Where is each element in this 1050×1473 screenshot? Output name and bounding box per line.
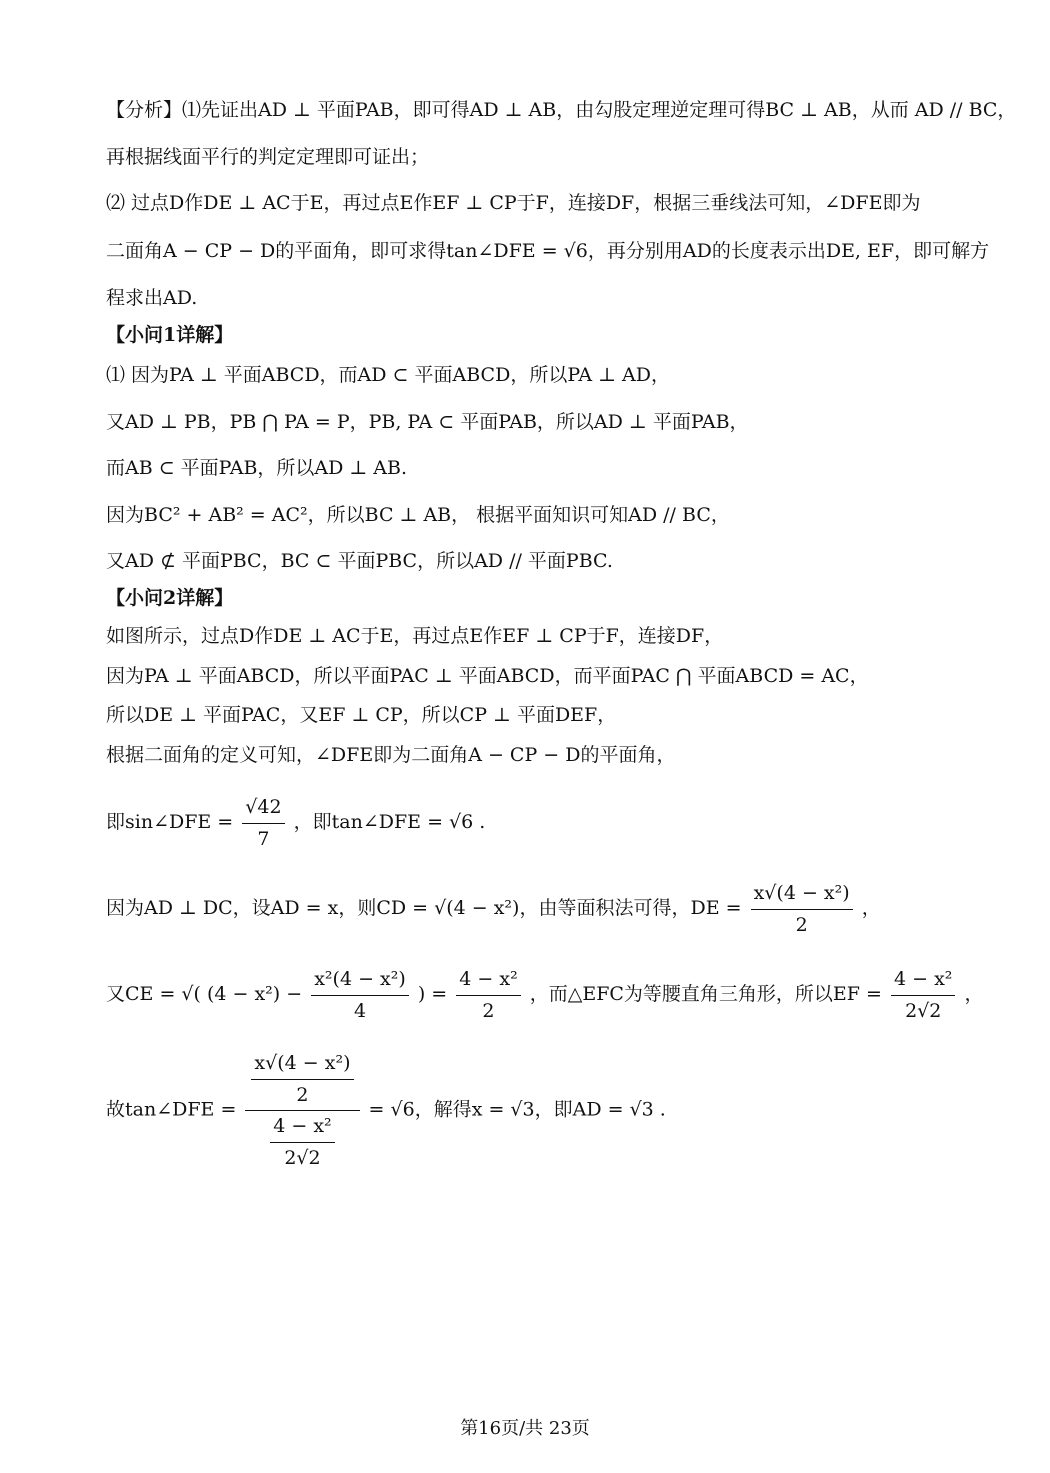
- analysis-line-1: 【分析】⑴先证出AD ⊥ 平面PAB，即可得AD ⊥ AB，由勾股定理逆定理可得BC ⊥ AB，从而 AD // BC，: [106, 99, 1017, 121]
- tan-compound-numerator: [245, 1049, 359, 1111]
- sin-suffix: ，即tan∠DFE = √6 .: [293, 811, 486, 833]
- tan-top-numerator: x√(4 − x²): [251, 1049, 353, 1080]
- page-footer: 第16页/共 23页: [460, 1418, 590, 1439]
- de-suffix: ，: [861, 897, 881, 919]
- part2-line-2: 因为PA ⊥ 平面ABCD，所以平面PAC ⊥ 平面ABCD，而平面PAC ⋂ 平面ABCD = AC，: [106, 664, 869, 687]
- ce-mid: ) =: [417, 983, 448, 1005]
- ce-fraction: [456, 965, 520, 1025]
- part1-line-2: 又AD ⊥ PB，PB ⋂ PA = P，PB, PA ⊂ 平面PAB，所以AD ⊥ 平面PAB，: [106, 410, 749, 433]
- ce-prefix: 又CE = √( (4 − x²) −: [106, 983, 303, 1005]
- part1-line-1: ⑴ 因为PA ⊥ 平面ABCD，而AD ⊂ 平面ABCD，所以PA ⊥ AD，: [106, 364, 670, 386]
- part1-line-5: 又AD ⊄ 平面PBC，BC ⊂ 平面PBC，所以AD // 平面PBC.: [106, 550, 613, 572]
- analysis-line-4: 二面角A − CP − D的平面角，即可求得tan∠DFE = √6，再分别用AD的长度表示出DE, EF，即可解方: [106, 239, 990, 262]
- ef-denominator: 2√2: [905, 999, 942, 1022]
- de-denominator: 2: [795, 913, 808, 936]
- analysis-section: [106, 96, 1017, 313]
- ce-inner-fraction: [311, 965, 409, 1025]
- tan-bottom-denominator: 2√2: [284, 1146, 321, 1169]
- sin-fraction: [242, 793, 284, 853]
- part2-line-4: 根据二面角的定义可知，∠DFE即为二面角A − CP − D的平面角，: [106, 743, 676, 766]
- part1-heading: 【小问1详解】: [106, 323, 234, 346]
- tan-bottom-numerator: 4 − x²: [270, 1112, 334, 1143]
- ef-numerator: 4 − x²: [891, 965, 955, 996]
- sin-equation: [106, 793, 956, 853]
- analysis-line-2: 再根据线面平行的判定定理即可证出；: [106, 145, 430, 168]
- ef-fraction: [891, 965, 955, 1025]
- ce-text-2: ，而△EFC为等腰直角三角形，所以EF =: [529, 983, 882, 1005]
- cd-text: 因为AD ⊥ DC，设AD = x，则CD = √(4 − x²)，由等面积法可得，DE =: [106, 897, 742, 919]
- sin-denominator: 7: [257, 827, 270, 850]
- tan-equation: [106, 1049, 956, 1172]
- de-numerator: x√(4 − x²): [751, 879, 853, 910]
- ce-inner-numerator: x²(4 − x²): [311, 965, 409, 996]
- analysis-line-5: 程求出AD.: [106, 287, 198, 309]
- ce-inner-denominator: 4: [353, 999, 367, 1022]
- part1-line-3: 而AB ⊂ 平面PAB，所以AD ⊥ AB.: [106, 457, 408, 479]
- part2-heading: 【小问2详解】: [106, 586, 234, 609]
- ce-denominator: 2: [482, 999, 495, 1022]
- tan-top-denominator: 2: [296, 1083, 309, 1106]
- solution-content: [106, 96, 1017, 1172]
- tan-compound-denominator: [264, 1111, 340, 1172]
- ce-numerator: 4 − x²: [456, 965, 520, 996]
- part1-line-4: 因为BC² + AB² = AC²，所以BC ⊥ AB， 根据平面知识可知AD // BC，: [106, 503, 730, 526]
- tan-compound-fraction: [245, 1049, 359, 1172]
- sin-numerator: √42: [242, 793, 284, 824]
- part2-section: [106, 584, 984, 1173]
- ce-equation: [106, 965, 984, 1025]
- part2-line-3: 所以DE ⊥ 平面PAC，又EF ⊥ CP，所以CP ⊥ 平面DEF，: [106, 704, 617, 726]
- cd-equation: [106, 879, 956, 939]
- tan-top-fraction: [251, 1049, 353, 1109]
- part2-line-1: 如图所示，过点D作DE ⊥ AC于E，再过点E作EF ⊥ CP于F，连接DF，: [106, 625, 724, 647]
- part1-section: [106, 321, 956, 576]
- tan-bottom-fraction: [270, 1112, 334, 1172]
- analysis-line-3: ⑵ 过点D作DE ⊥ AC于E，再过点E作EF ⊥ CP于F，连接DF，根据三垂线法可知，∠DFE即为: [106, 192, 921, 214]
- tan-suffix: = √6，解得x = √3，即AD = √3 .: [368, 1098, 666, 1121]
- tan-prefix: 故tan∠DFE =: [106, 1098, 237, 1121]
- de-fraction: [751, 879, 853, 939]
- ef-suffix: ，: [964, 983, 984, 1005]
- sin-prefix: 即sin∠DFE =: [106, 811, 234, 833]
